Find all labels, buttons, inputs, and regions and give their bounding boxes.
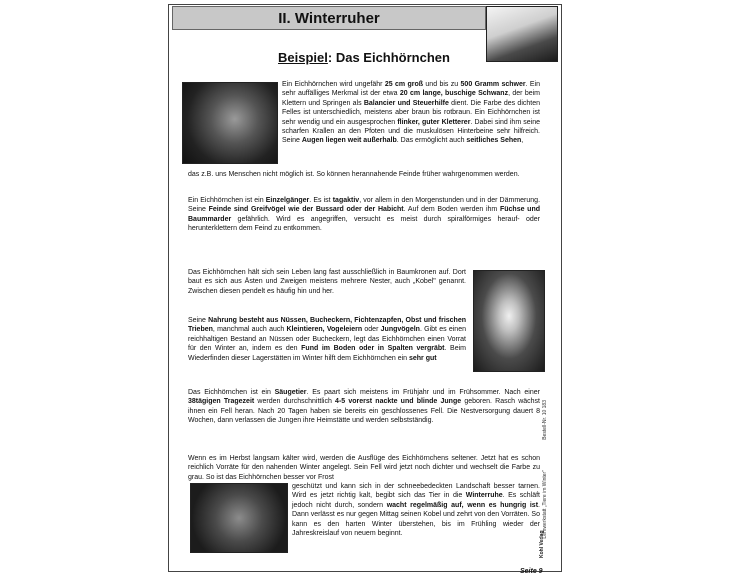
paragraph-habitat: Das Eichhörnchen hält sich sein Leben lang fast ausschließlich in Baumkronen auf. Dort baut es sich aus Ästen und Zweigen meistens mehrere Nester, auch „Kobel" genannt. Zwischen diesen pendelt es häufig hin und her. <box>188 269 466 295</box>
bold-term: 38tägigen Tragezeit <box>188 398 255 406</box>
section-heading <box>172 50 556 65</box>
paragraph-behaviour: Ein Eichhörnchen ist ein Einzelgänger. Es ist tagaktiv, vor allem in den Morgenstunden und in der Dämmerung. Seine Feinde sind Greifvögel wie der Bussard oder der Habicht. Auf dem Boden werden ihm Füchse und Baummarder gefährlich. Wird es angegriffen, versucht es meist durch spiralförmiges herauf- oder herunterklettern dem Feind zu entkommen. <box>188 197 541 233</box>
bold-term: 4-5 vorerst nackte und blinde Junge <box>335 398 462 406</box>
bold-term: Jungvögeln <box>380 326 420 334</box>
bold-term: Füchse und Baummarder <box>188 206 540 223</box>
bold-term: 500 Gramm schwer <box>460 81 526 88</box>
paragraph-winter: Wenn es im Herbst langsam kälter wird, werden die Ausflüge des Eichhörnchens seltener. Jetzt hat es schon reichlich Vorräte für den nahenden Winter angelegt. Sein Fell wird jetzt noch dichter und wechselt die Farbe zu grau. So ist das Eichhörnchen besser vor Frost <box>188 455 540 481</box>
bold-term: Fund im Boden oder in Spalten vergräbt <box>301 345 445 353</box>
bold-term: Säugetier <box>274 389 307 396</box>
page-number: Seite 9 <box>520 568 543 575</box>
bold-term: sehr gut <box>409 354 437 362</box>
order-number-label: Bestell-Nr. 10 183 <box>542 400 548 440</box>
heading-rest: : Das Eichhörnchen <box>327 50 450 65</box>
squirrel-photo-2 <box>473 270 545 372</box>
bold-term: 25 cm groß <box>384 81 424 88</box>
squirrel-photo-3 <box>190 483 288 553</box>
paragraph-food: Seine Nahrung besteht aus Nüssen, Bucheckern, Fichtenzapfen, Obst und frischen Trieben, manchmal auch auch Kleintieren, Vogeleiern oder Jungvögeln. Gibt es einen reichhaltigen Bestand an Nüssen oder Bucheckern, legt das Eichhörnchen einen Vorrat für den Winter an, indem es den Fund im Boden oder in Spalten vergräbt. Beim Wiederfinden dieser Lagerstätten im Winter hilft dem Eichhörnchen ein sehr gut <box>188 317 466 362</box>
series-label: Lernwerkstatt „Tiere im Winter" <box>542 470 548 539</box>
bold-term: Nahrung besteht aus Nüssen, Bucheckern, Fichtenzapfen, Obst und frischen Trieben <box>188 317 466 334</box>
paragraph-appearance: Ein Eichhörnchen wird ungefähr 25 cm groß und bis zu 500 Gramm schwer. Ein sehr auffälliges Merkmal ist der etwa 20 cm lange, buschige Schwanz, der beim Klettern und Springen als Balancier und Steuerhilfe dient. Die Farbe des dichten Felles ist unterschiedlich, meistens aber braun bis rotbraun. Ein Eichhörnchen ist sehr wendig und ein ausgesprochen flinker, guter Kletterer. Dabei sind ihm seine scharfen Krallen an den Pfoten und die muskulösen Hinterbeine sehr hilfreich. Seine Augen liegen weit außerhalb. Das ermöglicht auch seitliches Sehen, <box>282 81 541 145</box>
bold-term: Feinde sind Greifvögel wie der Bussard oder der Habicht <box>208 206 404 214</box>
bold-term: Einzelgänger <box>265 197 310 204</box>
bold-term: flinker, guter Kletterer <box>397 118 471 126</box>
bold-term: seitliches Sehen <box>466 137 522 145</box>
paragraph-appearance-cont: das z.B. uns Menschen nicht möglich ist. So können herannahende Feinde früher wahrgenommen werden. <box>188 171 520 178</box>
paragraph-winter-cont: geschützt und kann sich in der schneebedeckten Landschaft besser tarnen. Wird es jetzt richtig kalt, begibt sich das Tier in die Winterruhe. Es schläft jedoch nicht durch, sondern wacht regelmäßig auf, wenn es hungrig ist. Dann verlässt es nur gegen Mittag seinen Kobel und zehrt von den Vorräten. So kann es den harten Winter überstehen, bis im Frühling wieder der Jahreskreislauf von neuem beginnt. <box>292 483 540 538</box>
bold-term: Balancier und Steuerhilfe <box>363 99 449 107</box>
publisher-logo: Kohl Verlag <box>539 530 545 558</box>
squirrel-photo-1 <box>182 82 278 164</box>
page-title: II. Winterruher <box>172 6 486 30</box>
bold-term: wacht regelmäßig auf, wenn es hungrig ist <box>386 501 539 509</box>
bold-term: Kleintieren, Vogeleiern <box>286 326 363 334</box>
bold-term: Augen liegen weit außerhalb <box>301 137 397 145</box>
heading-lead: Beispiel <box>278 50 328 65</box>
bold-term: 20 cm lange, buschige Schwanz <box>399 90 509 98</box>
bold-term: tagaktiv <box>332 197 360 204</box>
paragraph-reproduction: Das Eichhörnchen ist ein Säugetier. Es paart sich meistens im Frühjahr und im Frühsommer. Nach einer 38tägigen Tragezeit werden durchschnittlich 4-5 vorerst nackte und blinde Junge geboren. Rasch wächst ihnen ein Fell heran. Nach 20 Tagen haben sie bereits ein geschlossenes Fell. Die Nestversorgung dauert 8 Wochen, dann verlassen die Jungen ihre Heimstätte und werden selbstständig. <box>188 389 541 425</box>
bold-term: Winterruhe <box>465 492 503 500</box>
